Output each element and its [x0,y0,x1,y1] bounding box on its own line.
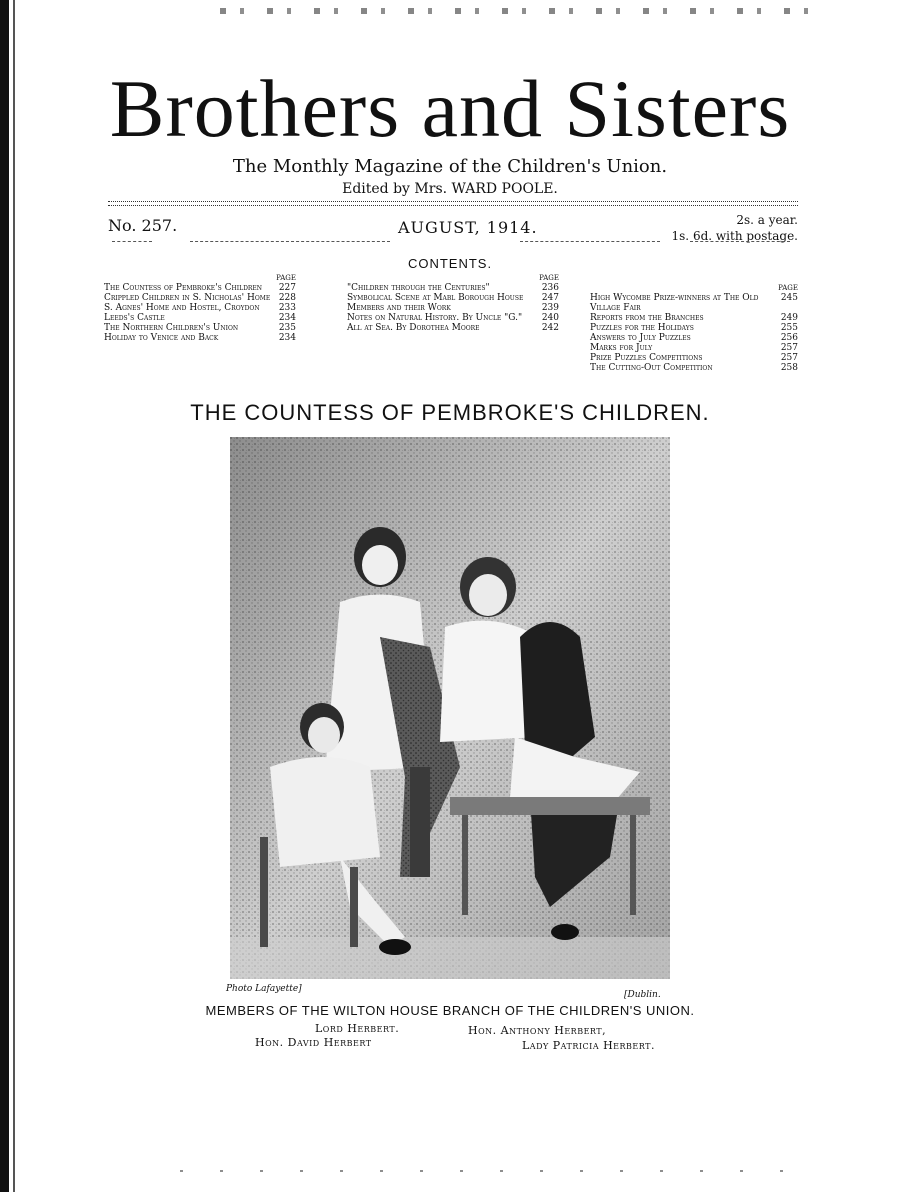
photo-credit-right: [Dublin. [624,990,661,1000]
contents-column-2 [347,273,559,333]
toc-item: Puzzles for the Holidays 255 [590,323,798,333]
magazine-subtitle: The Monthly Magazine of the Children's Union. [232,156,668,177]
toc-item: Symbolical Scene at Mabl Borough House 247 [347,293,559,303]
toc-item: All at Sea. By Dorothea Moore 242 [347,323,559,333]
price-block [672,212,798,244]
photo-credit-left: Photo Lafayette] [226,984,302,994]
rule-dash-2 [190,241,390,242]
page-label: PAGE [778,284,798,292]
scan-speckle-bottom [180,1170,820,1172]
issue-row [108,212,798,252]
editor-line: Edited by Mrs. WARD POOLE. [342,181,558,197]
name-top-left: Lord Herbert. [315,1022,400,1035]
name-bottom-left: Hon. David Herbert [255,1036,372,1049]
toc-item: The Countess of Pembroke's Children 227 [104,283,296,293]
contents-column-1 [104,273,296,343]
toc-item: Prize Puzzles Competitions 257 [590,353,798,363]
photo-caption: MEMBERS OF THE WILTON HOUSE BRANCH OF THE CHILDREN'S UNION. [205,1003,695,1018]
toc-item: Answers to July Puzzles 256 [590,333,798,343]
rule-dash-3 [520,241,660,242]
issue-date: AUGUST, 1914. [398,218,538,237]
toc-item: Leeds's Castle 234 [104,313,296,323]
toc-item: "Children through the Centuries" 236 [347,283,559,293]
toc-item: Members and their Work 239 [347,303,559,313]
rule-dotted-1 [108,201,798,202]
price-line-1: 2s. a year. [736,213,798,227]
issue-number: No. 257. [108,216,178,235]
toc-item: The Northern Children's Union 235 [104,323,296,333]
toc-item: Crippled Children in S. Nicholas' Home 228 [104,293,296,303]
toc-item: The Cutting-Out Competition 258 [590,363,798,373]
name-bottom-right: Lady Patricia Herbert. [522,1039,655,1052]
toc-item: High Wycombe Prize-winners at The Old Village Fair 245 [590,293,798,313]
toc-item: S. Agnes' Home and Hostel, Croydon 233 [104,303,296,313]
toc-item: Reports from the Branches 249 [590,313,798,323]
article-title: THE COUNTESS OF PEMBROKE'S CHILDREN. [190,400,710,425]
toc-item: Notes on Natural History. By Uncle "G." 240 [347,313,559,323]
children-photograph [230,437,670,979]
toc-item: Holiday to Venice and Back 234 [104,333,296,343]
contents-heading: CONTENTS. [407,256,493,271]
magazine-title: Brothers and Sisters [109,63,791,154]
contents-column-3 [590,283,798,373]
scan-speckle-top [220,8,820,14]
toc-item: Marks for July 257 [590,343,798,353]
page-label: PAGE [539,274,559,282]
price-line-2: 1s. 6d. with postage. [671,229,798,243]
name-top-right: Hon. Anthony Herbert, [468,1024,607,1037]
rule-dash-4 [690,241,790,242]
rule-dotted-2 [108,205,798,206]
rule-dash-1 [112,241,152,242]
page-label: PAGE [276,274,296,282]
